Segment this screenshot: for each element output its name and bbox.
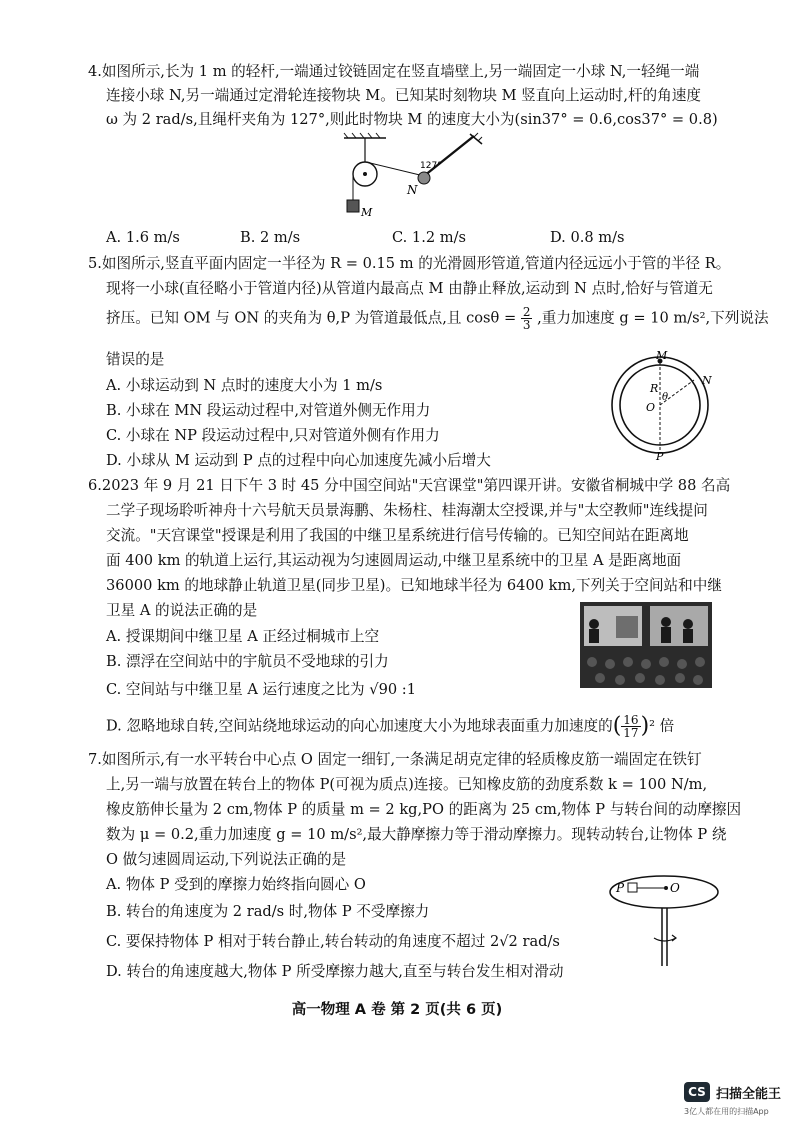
block-m-icon (347, 200, 359, 212)
q7-line-4: 数为 μ = 0.2,重力加速度 g = 10 m/s²,最大静摩擦力等于滑动摩擦力。现转动转台,让物体 P 绕 (106, 826, 727, 843)
q4-label-n: N (407, 183, 418, 197)
q7-line-5: O 做匀速圆周运动,下列说法正确的是 (106, 851, 347, 868)
q6-d-num: 16 (623, 713, 639, 727)
q4-option-d[interactable]: D. 0.8 m/s (550, 229, 625, 246)
q4-option-b[interactable]: B. 2 m/s (240, 229, 301, 246)
q5-option-d[interactable]: D. 小球从 M 运动到 P 点的过程中向心加速度先减小后增大 (106, 452, 491, 469)
q4-option-a[interactable]: A. 1.6 m/s (106, 229, 180, 246)
scanner-name: 扫描全能王 (716, 1086, 782, 1102)
q5-option-b[interactable]: B. 小球在 MN 段运动过程中,对管道外侧无作用力 (106, 402, 431, 419)
q5-line-2: 现将一小球(直径略小于管道内径)从管道内最高点 M 由静止释放,运动到 N 点时,恰好与管道无 (106, 280, 713, 297)
q5-cos-den: 3 (522, 318, 531, 332)
q7-option-d[interactable]: D. 转台的角速度越大,物体 P 所受摩擦力越大,直至与转台发生相对滑动 (106, 963, 564, 980)
q5-line-3a: 挤压。已知 OM 与 ON 的夹角为 θ,P 为管道最低点,且 cosθ = (106, 309, 517, 327)
scanner-tagline: 3亿人都在用的扫描App (684, 1107, 769, 1116)
q7-line-3: 橡皮筋伸长量为 2 cm,物体 P 的质量 m = 2 kg,PO 的距离为 25 cm,物体 P 与转台间的动摩擦因 (106, 801, 742, 818)
q5-option-c[interactable]: C. 小球在 NP 段运动过程中,只对管道外侧有作用力 (106, 427, 440, 444)
q6-option-d-fraction (621, 714, 640, 739)
q4-option-c[interactable]: C. 1.2 m/s (392, 229, 467, 246)
q5-line-4: 错误的是 (106, 351, 165, 368)
page-footer: 高一物理 A 卷 第 2 页(共 6 页) (291, 1002, 503, 1018)
q6-option-a[interactable]: A. 授课期间中继卫星 A 正经过桐城市上空 (106, 628, 380, 645)
q6-d-den: 17 (623, 726, 639, 740)
q5-label-p: P (656, 450, 664, 460)
q6-line-6: 卫星 A 的说法正确的是 (106, 602, 258, 619)
q5-label-n: N (702, 374, 712, 387)
ball-n-icon (418, 172, 430, 184)
classroom-photo (580, 602, 712, 688)
q4-figure (330, 132, 490, 224)
q7-label-p: P (616, 881, 625, 895)
q7-figure (606, 870, 726, 970)
q6-line-3: 交流。"天宫课堂"授课是利用了我国的中继卫星系统进行信号传输的。已知空间站在距离地 (106, 527, 689, 544)
q7-line-1: 7.如图所示,有一水平转台中心点 O 固定一细钉,一条满足胡克定律的轻质橡皮筋一端固定在铁钉 (88, 751, 702, 768)
q5-label-r: R (650, 382, 659, 395)
q4-angle-label: 127° (420, 161, 442, 171)
q5-line-3 (106, 306, 769, 331)
camscanner-logo-icon: CS (684, 1082, 710, 1102)
scanner-badge (684, 1082, 781, 1102)
q5-option-a[interactable]: A. 小球运动到 N 点时的速度大小为 1 m/s (106, 377, 383, 394)
turntable-icon (610, 876, 718, 908)
q7-label-o: O (670, 881, 680, 895)
q4-label-m: M (361, 206, 373, 219)
q6-option-d[interactable]: D. 忽略地球自转,空间站绕地球运动的向心加速度大小为地球表面重力加速度的( $\frac{16}{17}$ )² 倍 (106, 713, 675, 740)
q6-line-5: 36000 km 的地球静止轨道卫星(同步卫星)。已知地球半径为 6400 km,下列关于空间站和中继 (106, 577, 722, 594)
q7-option-c[interactable]: C. 要保持物体 P 相对于转台静止,转台转动的角速度不超过 2√2 rad/s (106, 933, 560, 950)
q6-option-b[interactable]: B. 漂浮在空间站中的宇航员不受地球的引力 (106, 653, 389, 670)
q4-line-3: ω 为 2 rad/s,且绳杆夹角为 127°,则此时物块 M 的速度大小为(sin37° = 0.6,cos37° = 0.8) (106, 111, 718, 128)
q5-line-3b: ,重力加速度 g = 10 m/s²,下列说法 (537, 309, 769, 327)
q6-option-d-text: D. 忽略地球自转,空间站绕地球运动的向心加速度大小为地球表面重力加速度的 (106, 717, 613, 735)
q5-cos-fraction (521, 306, 533, 331)
q6-line-4: 面 400 km 的轨道上运行,其运动视为匀速圆周运动,中继卫星系统中的卫星 A 是距离地面 (106, 552, 682, 569)
q7-line-2: 上,另一端与放置在转台上的物体 P(可视为质点)连接。已知橡皮筋的劲度系数 k = 100 N/m, (106, 776, 708, 793)
q5-cos-num: 2 (522, 305, 531, 319)
q6-line-1: 6.2023 年 9 月 21 日下午 3 时 45 分中国空间站"天宫课堂"第四课开讲。安徽省桐城中学 88 名高 (88, 477, 731, 494)
q4-line-1: 4.如图所示,长为 1 m 的轻杆,一端通过铰链固定在竖直墙壁上,另一端固定一小球 N,一轻绳一端 (88, 63, 700, 80)
q5-line-1: 5.如图所示,竖直平面内固定一半径为 R = 0.15 m 的光滑圆形管道,管道内径远远小于管的半径 R。 (88, 255, 731, 272)
q7-option-b[interactable]: B. 转台的角速度为 2 rad/s 时,物体 P 不受摩擦力 (106, 903, 430, 920)
q5-label-theta: θ (662, 392, 669, 403)
q7-option-a[interactable]: A. 物体 P 受到的摩擦力始终指向圆心 O (106, 876, 366, 893)
q5-figure (610, 350, 720, 460)
q6-option-c[interactable]: C. 空间站与中继卫星 A 运行速度之比为 √90 :1 (106, 681, 416, 698)
q6-line-2: 二学子现场聆听神舟十六号航天员景海鹏、朱杨柱、桂海潮太空授课,并与"太空教师"连线提问 (106, 502, 708, 519)
q5-label-m: M (656, 350, 668, 362)
q5-label-o: O (646, 401, 656, 414)
q4-line-2: 连接小球 N,另一端通过定滑轮连接物块 M。已知某时刻物块 M 竖直向上运动时,杆的角速度 (106, 87, 701, 104)
q6-option-d-suffix: ² 倍 (649, 717, 675, 735)
